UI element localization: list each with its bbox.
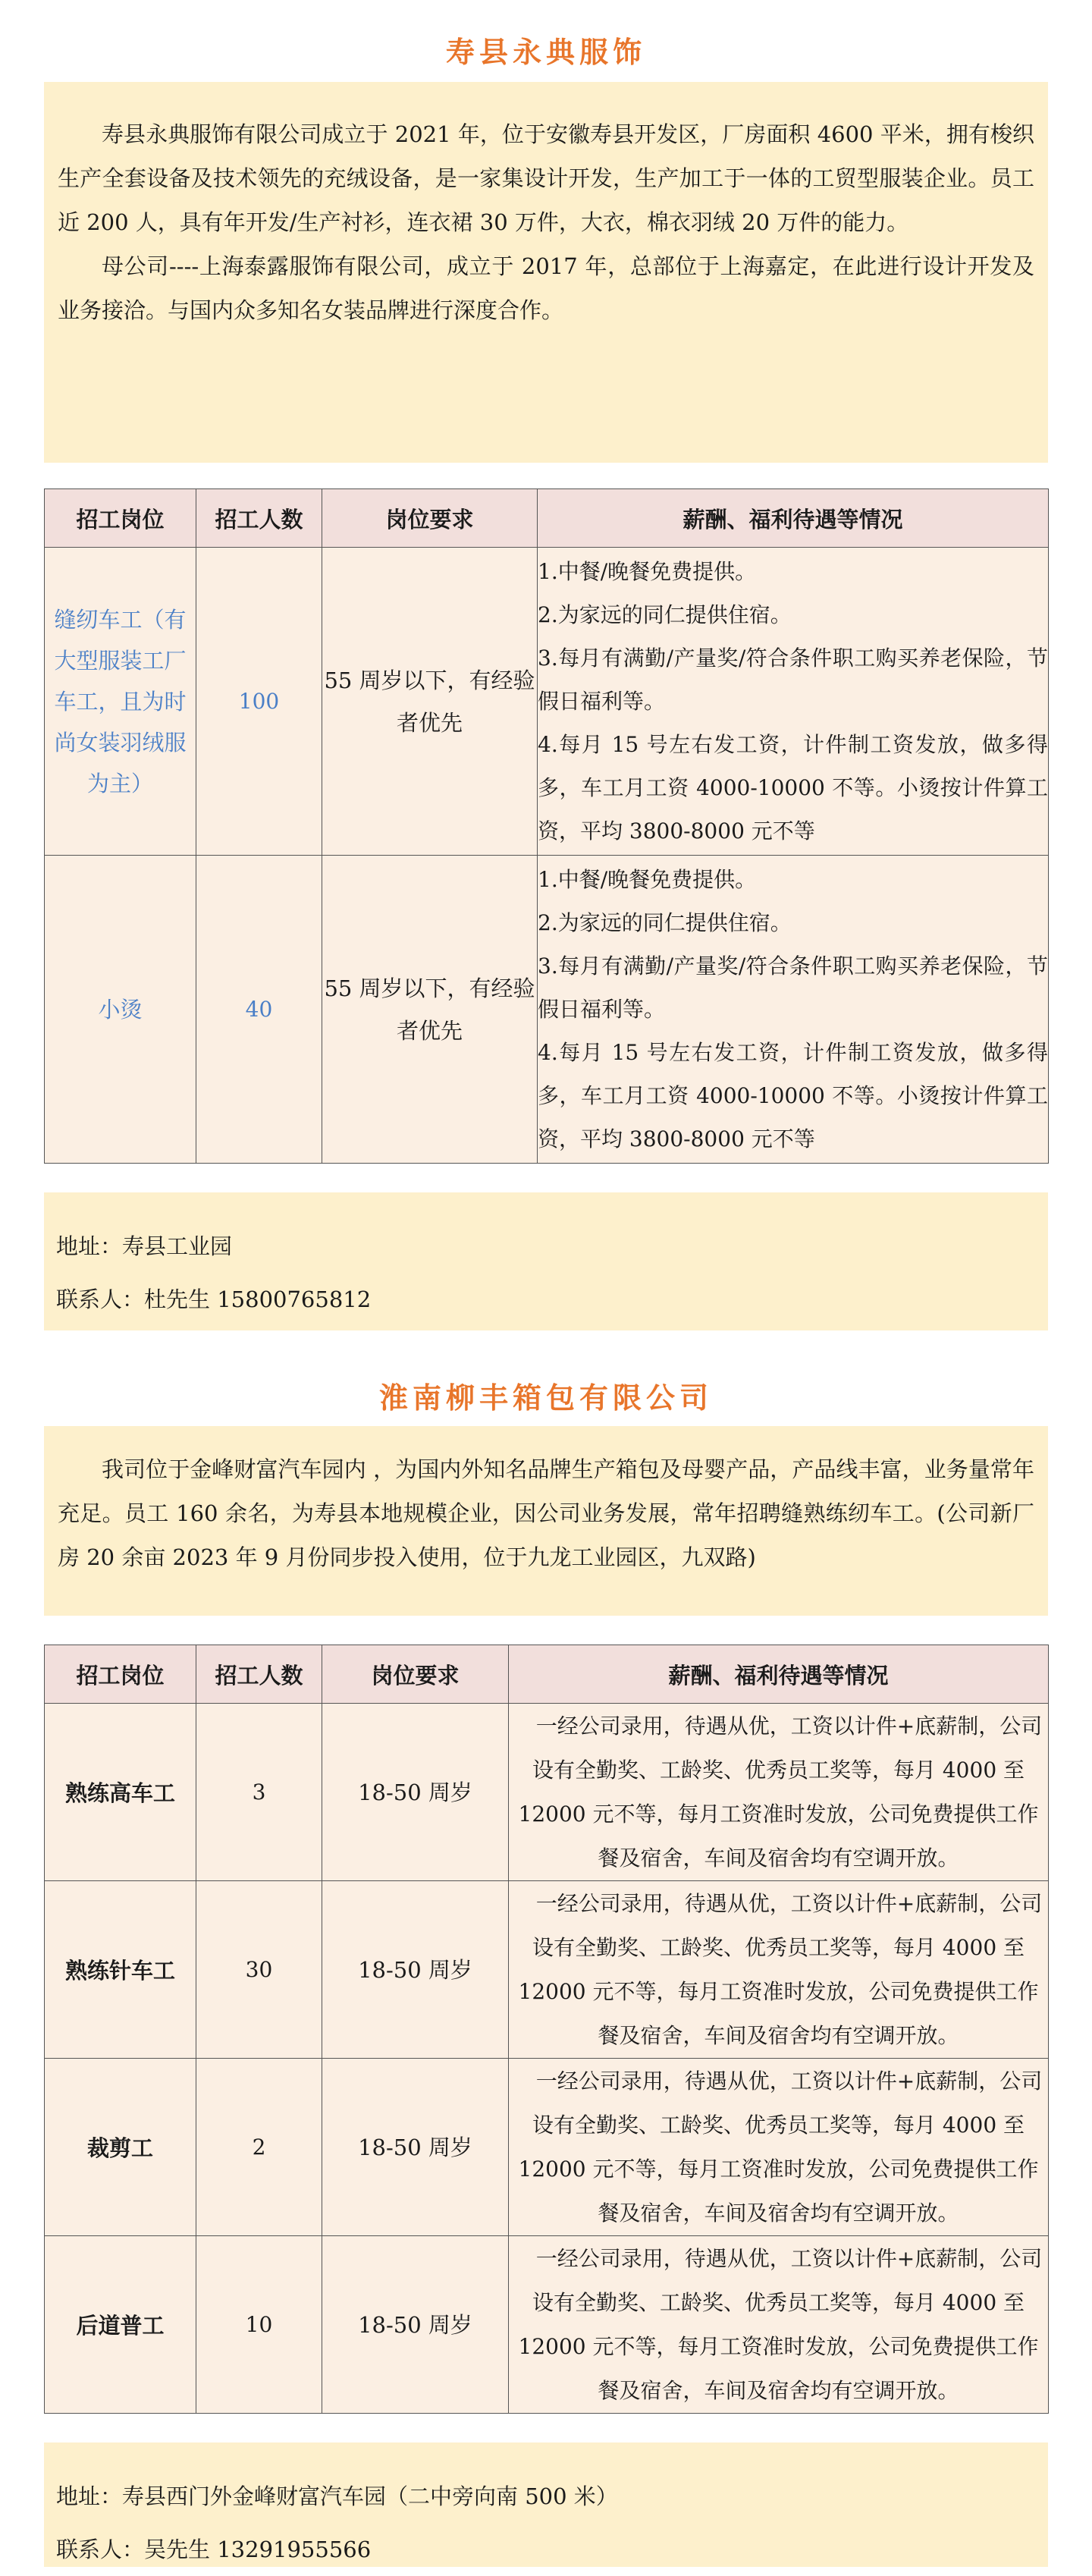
job-benefits: 一经公司录用，待遇从优，工资以计件+底薪制，公司设有全勤奖、工龄奖、优秀员工奖等，每月 4000 至 12000 元不等，每月工资准时发放，公司免费提供工作餐及宿舍，车间及宿舍均有空调开放。 (509, 2236, 1049, 2414)
job-position: 小烫 (45, 856, 196, 1164)
header-benefits: 薪酬、福利待遇等情况 (538, 489, 1049, 548)
benefit-line: 1.中餐/晚餐免费提供。 (538, 559, 757, 584)
table-header-row (45, 489, 1049, 548)
job-position: 裁剪工 (45, 2059, 196, 2236)
job-count: 3 (196, 1704, 322, 1881)
job-position: 缝纫车工（有大型服装工厂车工，且为时尚女装羽绒服为主） (45, 548, 196, 856)
job-count: 40 (196, 856, 322, 1164)
header-position: 招工岗位 (45, 489, 196, 548)
company1-intro-paragraph-1: 寿县永典服饰有限公司成立于 2021 年，位于安徽寿县开发区，厂房面积 4600 平米，拥有梭织生产全套设备及技术领先的充绒设备，是一家集设计开发，生产加工于一体的工贸型服装企业。员工近 200 人，具有年开发/生产衬衫，连衣裙 30 万件，大衣，棉衣羽绒 20 万件的能力。 (58, 121, 1034, 235)
company2-intro-paragraph: 我司位于金峰财富汽车园内 ，为国内外知名品牌生产箱包及母婴产品，产品线丰富，业务量常年充足。员工 160 余名，为寿县本地规模企业，因公司业务发展，常年招聘缝熟练纫车工。(公司新厂房 20 余亩 2023 年 9 月份同步投入使用，位于九龙工业园区，九双路) (58, 1456, 1034, 1570)
company1-intro (44, 82, 1048, 463)
table-row (45, 856, 1049, 1164)
job-position: 熟练高车工 (45, 1704, 196, 1881)
job-count: 2 (196, 2059, 322, 2236)
company2-jobs-table (44, 1645, 1049, 2414)
job-requirement: 18-50 周岁 (322, 2059, 509, 2236)
job-count: 30 (196, 1881, 322, 2059)
job-requirement: 18-50 周岁 (322, 1704, 509, 1881)
company1-title: 寿县永典服饰 (445, 35, 646, 69)
job-count: 10 (196, 2236, 322, 2414)
company2-address: 地址：寿县西门外金峰财富汽车园（二中旁向南 500 米） (56, 2483, 618, 2509)
job-benefits (538, 856, 1049, 1164)
job-benefits: 一经公司录用，待遇从优，工资以计件+底薪制，公司设有全勤奖、工龄奖、优秀员工奖等，每月 4000 至 12000 元不等，每月工资准时发放，公司免费提供工作餐及宿舍，车间及宿舍均有空调开放。 (509, 1881, 1049, 2059)
header-requirement: 岗位要求 (322, 489, 538, 548)
table-row (45, 2059, 1049, 2236)
job-benefits: 一经公司录用，待遇从优，工资以计件+底薪制，公司设有全勤奖、工龄奖、优秀员工奖等，每月 4000 至 12000 元不等，每月工资准时发放，公司免费提供工作餐及宿舍，车间及宿舍均有空调开放。 (509, 1704, 1049, 1881)
header-benefits: 薪酬、福利待遇等情况 (509, 1645, 1049, 1704)
job-count: 100 (196, 548, 322, 856)
header-position: 招工岗位 (45, 1645, 196, 1704)
header-count: 招工人数 (196, 489, 322, 548)
company1-address: 地址：寿县工业园 (56, 1233, 233, 1259)
job-benefits (538, 548, 1049, 856)
company2-intro (44, 1426, 1048, 1616)
benefit-line: 4.每月 15 号左右发工资，计件制工资发放，做多得多，车工月工资 4000-10000 不等。小烫按计件算工资，平均 3800-8000 元不等 (538, 1040, 1048, 1151)
table-row (45, 1881, 1049, 2059)
benefit-line: 1.中餐/晚餐免费提供。 (538, 867, 757, 892)
job-benefits: 一经公司录用，待遇从优，工资以计件+底薪制，公司设有全勤奖、工龄奖、优秀员工奖等，每月 4000 至 12000 元不等，每月工资准时发放，公司免费提供工作餐及宿舍，车间及宿舍均有空调开放。 (509, 2059, 1049, 2236)
header-count: 招工人数 (196, 1645, 322, 1704)
benefit-line: 2.为家远的同仁提供住宿。 (538, 602, 792, 627)
company1-contact-person: 联系人：杜先生 15800765812 (56, 1286, 372, 1312)
benefit-line: 3.每月有满勤/产量奖/符合条件职工购买养老保险，节假日福利等。 (538, 953, 1048, 1022)
table-row (45, 548, 1049, 856)
company2-title: 淮南柳丰箱包有限公司 (378, 1381, 713, 1415)
job-position: 熟练针车工 (45, 1881, 196, 2059)
job-requirement: 55 周岁以下，有经验者优先 (322, 856, 538, 1164)
job-position: 后道普工 (45, 2236, 196, 2414)
job-requirement: 55 周岁以下，有经验者优先 (322, 548, 538, 856)
company1-intro-paragraph-2: 母公司----上海泰露服饰有限公司，成立于 2017 年，总部位于上海嘉定，在此进行设计开发及业务接洽。与国内众多知名女装品牌进行深度合作。 (58, 253, 1034, 323)
company1-contact (44, 1192, 1048, 1330)
company2-contact (44, 2442, 1048, 2567)
benefit-line: 2.为家远的同仁提供住宿。 (538, 910, 792, 935)
table-row (45, 2236, 1049, 2414)
table-header-row (45, 1645, 1049, 1704)
table-row (45, 1704, 1049, 1881)
company2-contact-person: 联系人：吴先生 13291955566 (56, 2537, 372, 2562)
benefit-line: 3.每月有满勤/产量奖/符合条件职工购买养老保险，节假日福利等。 (538, 646, 1048, 714)
company1-jobs-table (44, 488, 1049, 1164)
benefit-line: 4.每月 15 号左右发工资，计件制工资发放，做多得多，车工月工资 4000-10000 不等。小烫按计件算工资，平均 3800-8000 元不等 (538, 732, 1048, 843)
job-requirement: 18-50 周岁 (322, 1881, 509, 2059)
job-requirement: 18-50 周岁 (322, 2236, 509, 2414)
header-requirement: 岗位要求 (322, 1645, 509, 1704)
